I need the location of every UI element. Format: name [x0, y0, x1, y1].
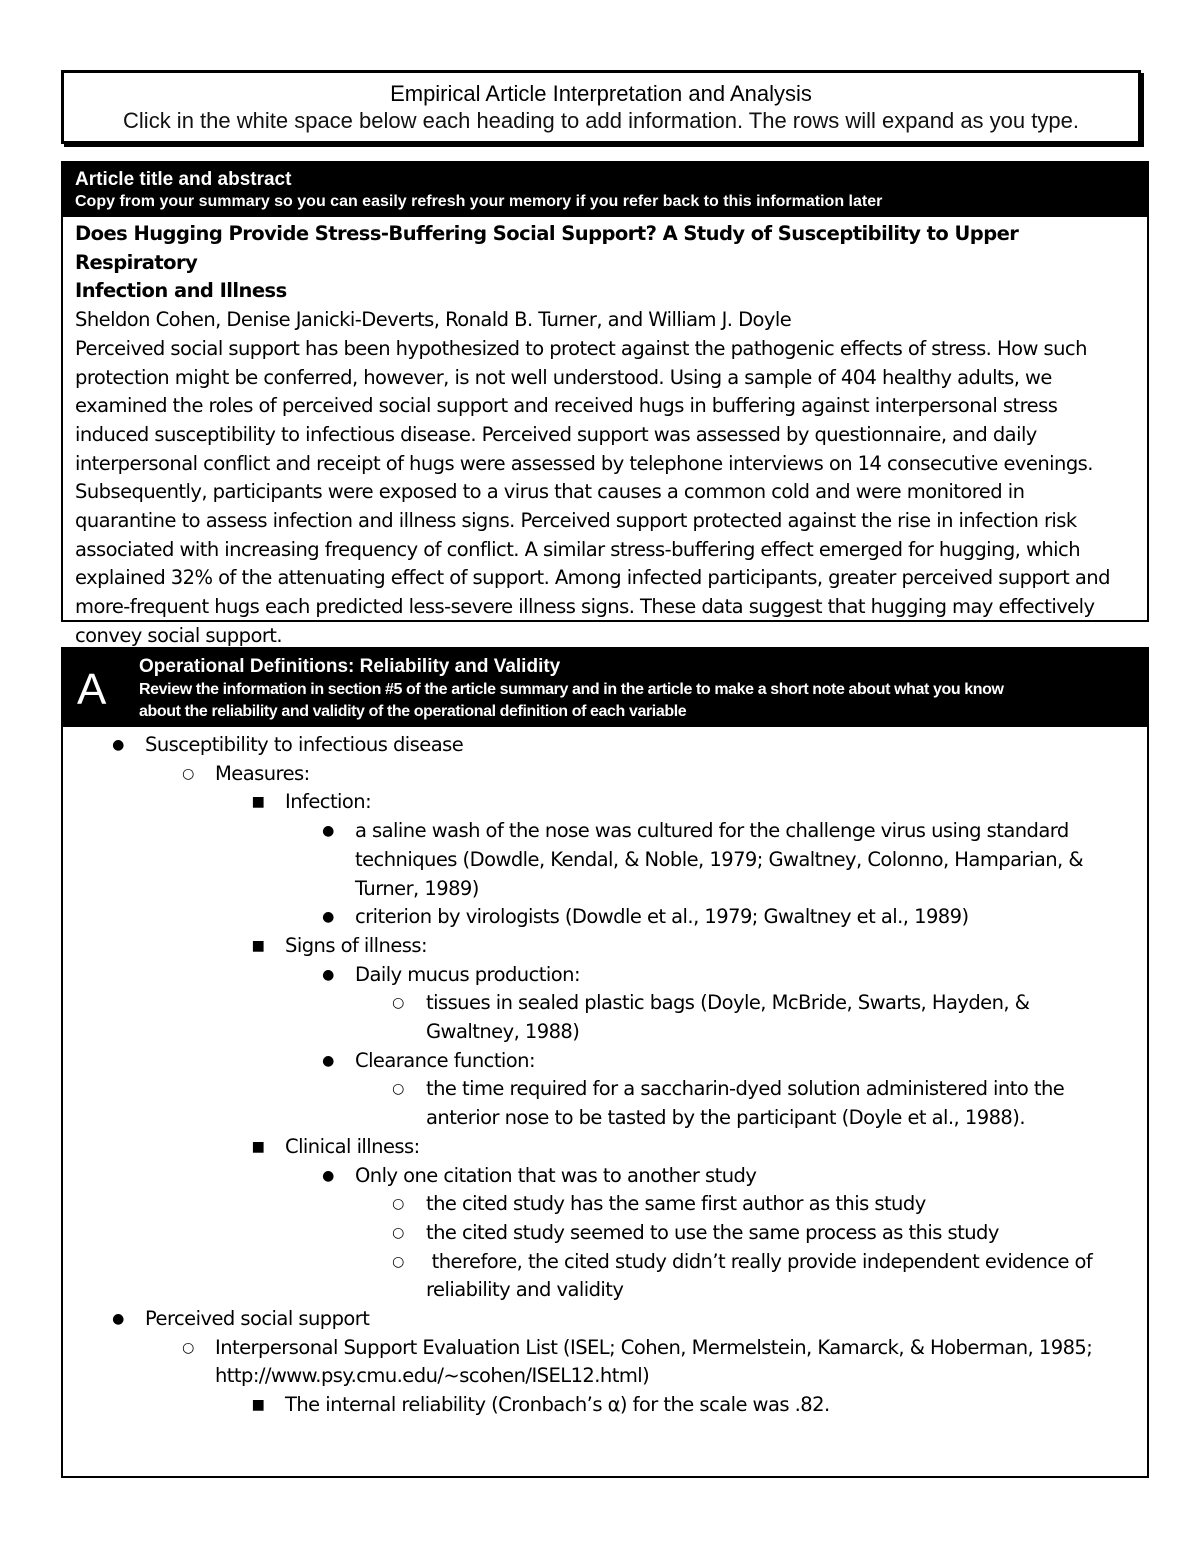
list-item: Daily mucus production: — [355, 962, 580, 986]
abstract-line: Perceived social support has been hypothesized to protect against the pathogenic effects of stress. How such — [75, 336, 1087, 360]
list-bullet-icon: ● — [322, 909, 334, 926]
list-item: The internal reliability (Cronbach’s α) for the scale was .82. — [285, 1393, 830, 1417]
list-item: Interpersonal Support Evaluation List (ISEL; Cohen, Mermelstein, Kamarck, & Hoberman, 1985; — [215, 1335, 1093, 1359]
list-item: Infection: — [285, 790, 372, 814]
list-item: Only one citation that was to another study — [355, 1163, 757, 1187]
list-item: Gwaltney, 1988) — [426, 1020, 580, 1043]
article-title-line: Infection and Illness — [75, 279, 287, 303]
list-bullet-icon: ■ — [251, 1397, 265, 1414]
list-bullet-icon: ○ — [392, 995, 404, 1012]
list-item: the time required for a saccharin-dyed solution administered into the — [426, 1077, 1065, 1101]
list-item: the cited study seemed to use the same process as this study — [426, 1220, 999, 1244]
section-a-instruction: about the reliability and validity of the operational definition of each variable — [139, 703, 687, 720]
list-bullet-icon: ○ — [392, 1196, 404, 1213]
list-bullet-icon: ● — [322, 1052, 334, 1069]
abstract-line: protection might be conferred, however, is not well understood. Using a sample of 404 healthy adults, we — [75, 365, 1052, 389]
list-bullet-icon: ● — [112, 737, 124, 753]
article-abstract — [75, 335, 1135, 651]
article-input-area[interactable] — [63, 217, 1147, 651]
list-bullet-icon: ● — [322, 823, 334, 840]
article-section-title: Article title and abstract — [75, 169, 292, 190]
list-item: criterion by virologists (Dowdle et al., 1979; Gwaltney et al., 1989) — [355, 905, 969, 929]
document-title-box — [61, 70, 1141, 144]
abstract-line: Subsequently, participants were exposed to a virus that causes a common cold and were monitored in — [75, 480, 1025, 504]
list-bullet-icon: ■ — [251, 1138, 265, 1155]
document-instructions: Click in the white space below each heading to add information. The rows will expand as you type. — [123, 108, 1079, 133]
abstract-line: associated with increasing frequency of conflict. A similar stress-buffering effect emerged for hugging, which — [75, 537, 1081, 561]
list-bullet-icon: ■ — [251, 937, 265, 954]
list-item: Clearance function: — [355, 1048, 535, 1072]
article-title-line: Does Hugging Provide Stress-Buffering Social Support? A Study of Susceptibility to Upper Respiratory — [75, 222, 1019, 274]
list-bullet-icon: ■ — [251, 794, 265, 811]
list-item: reliability and validity — [426, 1278, 624, 1302]
list-bullet-icon: ○ — [182, 1339, 194, 1356]
list-item: a saline wash of the nose was cultured for the challenge virus using standard — [355, 819, 1069, 843]
section-a-instruction: Review the information in section #5 of the article summary and in the article to make a short note about what you know — [139, 681, 1004, 698]
abstract-line: induced susceptibility to infectious disease. Perceived support was assessed by questionnaire, and daily — [75, 422, 1037, 446]
list-item: the cited study has the same first author as this study — [426, 1192, 926, 1216]
article-section-header — [63, 163, 1147, 217]
operational-definitions-section — [61, 647, 1149, 1478]
abstract-line: convey social support. — [75, 623, 283, 647]
list-bullet-icon: ● — [112, 1311, 124, 1327]
list-item: Perceived social support — [145, 1307, 370, 1330]
list-item: therefore, the cited study didn’t really provide independent evidence of — [426, 1249, 1093, 1273]
abstract-line: explained 32% of the attenuating effect of support. Among infected participants, greater perceived support and — [75, 566, 1110, 590]
abstract-line: quarantine to assess infection and illness signs. Perceived support protected against the rise in infection risk — [75, 509, 1077, 533]
article-section-instruction: Copy from your summary so you can easily refresh your memory if you refer back to this information later — [75, 193, 883, 210]
list-item: http://www.psy.cmu.edu/~scohen/ISEL12.html) — [215, 1364, 650, 1388]
document-title: Empirical Article Interpretation and Analysis — [390, 81, 812, 106]
abstract-line: examined the roles of perceived social support and received hugs in buffering against interpersonal stress — [75, 394, 1058, 418]
article-section — [61, 161, 1149, 647]
list-bullet-icon: ○ — [392, 1253, 404, 1270]
list-bullet-icon: ○ — [392, 1224, 404, 1241]
list-item: Clinical illness: — [285, 1134, 420, 1158]
list-bullet-icon: ● — [322, 1167, 334, 1184]
section-letter: A — [77, 665, 107, 714]
list-item: Susceptibility to infectious disease — [145, 733, 464, 756]
section-a-title: Operational Definitions: Reliability and Validity — [139, 656, 561, 677]
article-authors: Sheldon Cohen, Denise Janicki-Deverts, Ronald B. Turner, and William J. Doyle — [75, 308, 792, 332]
abstract-line: more-frequent hugs each predicted less-severe illness signs. These data suggest that hugging may effectively — [75, 595, 1095, 619]
list-item: tissues in sealed plastic bags (Doyle, McBride, Swarts, Hayden, & — [426, 991, 1030, 1015]
list-bullet-icon: ● — [322, 966, 334, 983]
abstract-line: interpersonal conflict and receipt of hugs were assessed by telephone interviews on 14 consecutive evenings. — [75, 451, 1093, 475]
list-bullet-icon: ○ — [182, 765, 194, 782]
list-bullet-icon: ○ — [392, 1081, 404, 1098]
list-item: anterior nose to be tasted by the participant (Doyle et al., 1988). — [426, 1106, 1025, 1130]
list-item: techniques (Dowdle, Kendal, & Noble, 1979; Gwaltney, Colonno, Hamparian, & — [355, 847, 1083, 871]
section-a-header — [63, 649, 1147, 727]
list-item: Turner, 1989) — [355, 876, 479, 900]
list-item: Measures: — [215, 761, 310, 785]
list-item: Signs of illness: — [285, 933, 428, 957]
